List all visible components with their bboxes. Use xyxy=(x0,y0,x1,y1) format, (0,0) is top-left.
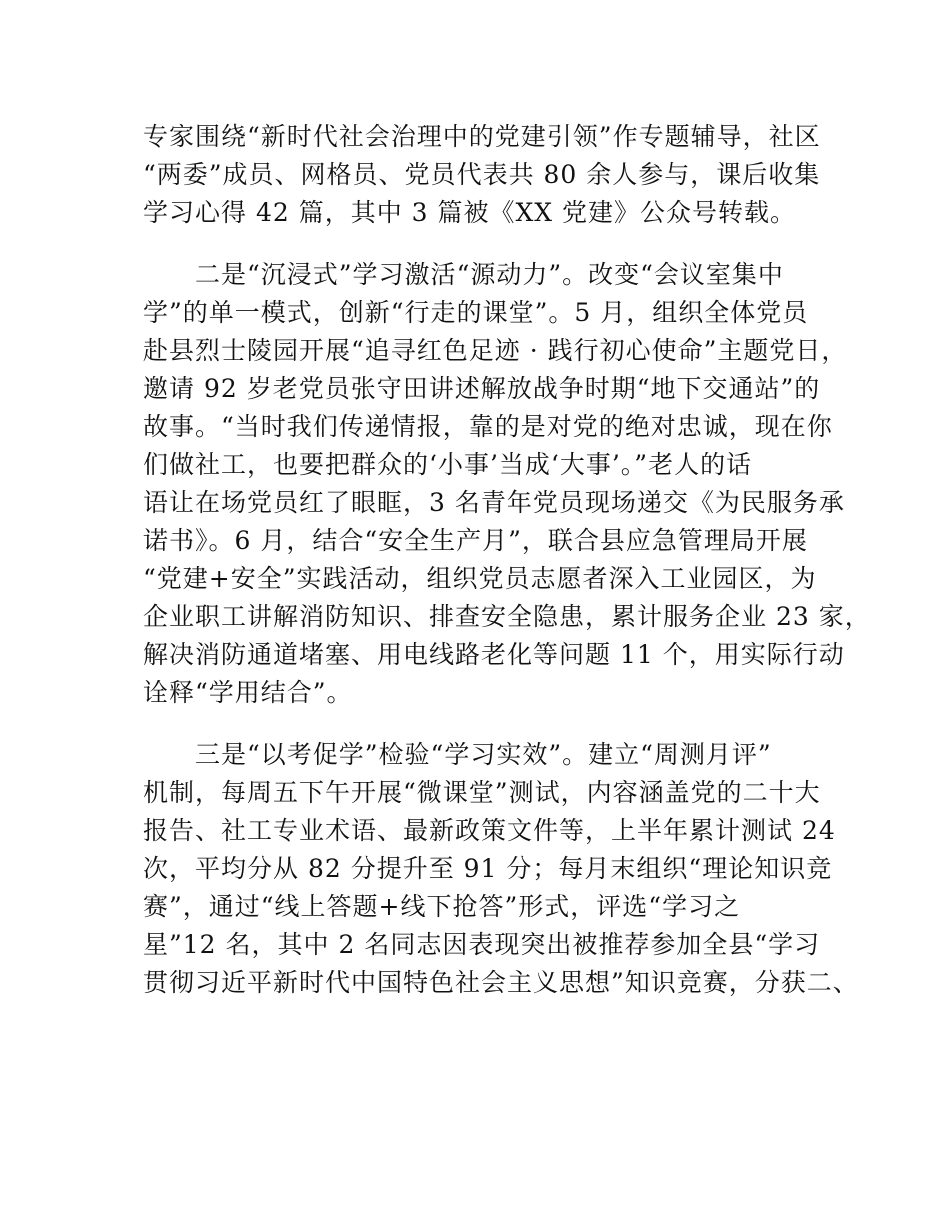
text-line: 赴县烈士陵园开展“追寻红色足迹 · 践行初心使命”主题党日， xyxy=(143,336,848,365)
paragraph-gap xyxy=(143,232,823,256)
document-body xyxy=(143,118,871,1002)
text-line: 二是“沉浸式”学习激活“源动力”。改变“会议室集中 xyxy=(143,260,784,289)
text-line: 赛”，通过“线上答题+线下抢答”形式，评选“学习之 xyxy=(143,892,741,921)
text-line: 语让在场党员红了眼眶，3 名青年党员现场递交《为民服务承 xyxy=(143,488,845,517)
text-line: 解决消防通道堵塞、用电线路老化等问题 11 个，用实际行动 xyxy=(143,640,845,669)
text-line: 三是“以考促学”检验“学习实效”。建立“周测月评” xyxy=(143,740,772,769)
text-line: 专家围绕“新时代社会治理中的党建引领”作专题辅导，社区 xyxy=(143,122,821,151)
text-line: 诠释“学用结合”。 xyxy=(143,678,353,707)
text-line: 学习心得 42 篇，其中 3 篇被《XX 党建》公众号转载。 xyxy=(143,198,797,227)
text-line: 次，平均分从 82 分提升至 91 分；每月末组织“理论知识竞 xyxy=(143,854,833,883)
paragraph-gap xyxy=(143,712,823,736)
paragraph-3 xyxy=(143,736,859,1002)
paragraph-1 xyxy=(143,118,823,232)
text-line: 报告、社工专业术语、最新政策文件等，上半年累计测试 24 xyxy=(143,816,836,845)
text-line: 邀请 92 岁老党员张守田讲述解放战争时期“地下交通站”的 xyxy=(143,374,821,403)
text-line: 机制，每周五下午开展“微课堂”测试，内容涵盖党的二十大 xyxy=(143,778,821,807)
text-line: 学”的单一模式，创新“行走的课堂”。5 月，组织全体党员 xyxy=(143,298,809,327)
text-line: 们做社工，也要把群众的‘小事’当成‘大事’。”老人的话 xyxy=(143,450,753,479)
text-line: 贯彻习近平新时代中国特色社会主义思想”知识竞赛，分获二、 xyxy=(143,968,859,997)
text-line: “党建+安全”实践活动，组织党员志愿者深入工业园区，为 xyxy=(143,564,817,593)
text-line: “两委”成员、网格员、党员代表共 80 余人参与，课后收集 xyxy=(143,160,821,189)
text-line: 企业职工讲解消防知识、排查安全隐患，累计服务企业 23 家， xyxy=(143,602,871,631)
paragraph-2 xyxy=(143,256,871,712)
text-line: 星”12 名，其中 2 名同志因表现突出被推荐参加全县“学习 xyxy=(143,930,821,959)
text-line: 故事。“当时我们传递情报，靠的是对党的绝对忠诚，现在你 xyxy=(143,412,833,441)
text-line: 诺书》。6 月，结合“安全生产月”，联合县应急管理局开展 xyxy=(143,526,808,555)
